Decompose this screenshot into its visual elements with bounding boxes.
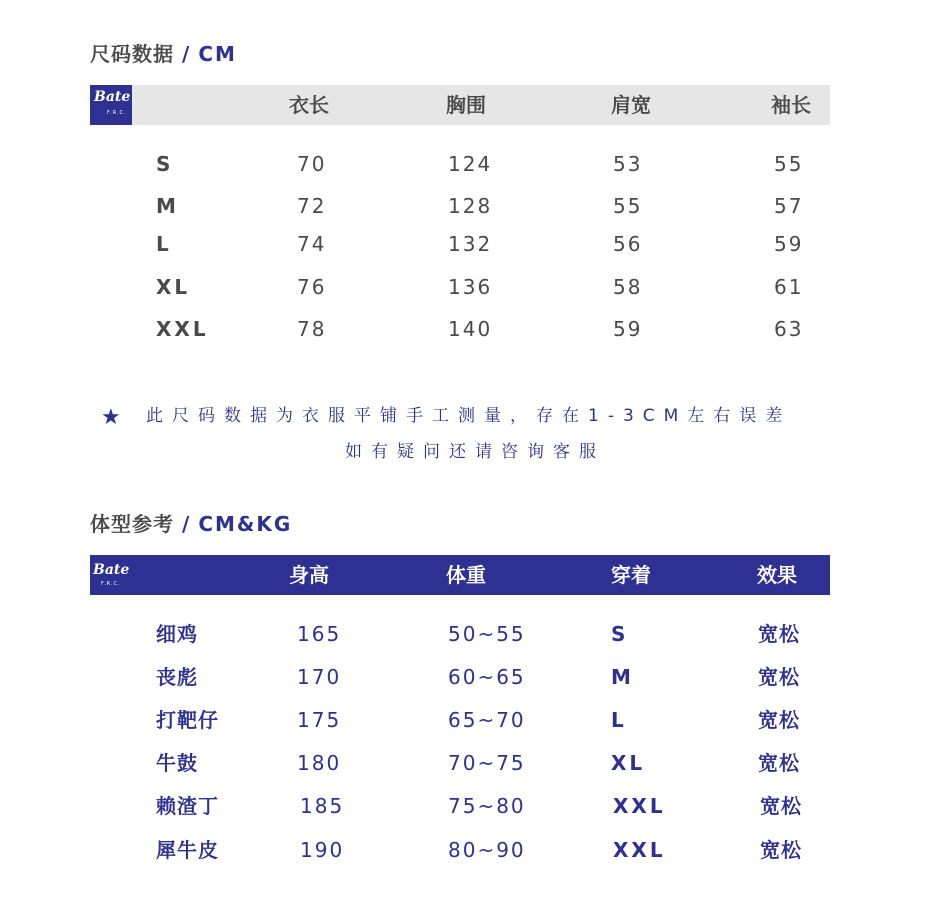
chest-value: 128 bbox=[448, 194, 493, 218]
shoulder-value: 59 bbox=[613, 317, 643, 341]
wear-size-value: L bbox=[611, 708, 627, 732]
body-type-label: 丧彪 bbox=[156, 665, 198, 689]
header-effect: 效果 bbox=[757, 563, 797, 587]
length-value: 70 bbox=[297, 152, 327, 176]
effect-value: 宽松 bbox=[758, 708, 800, 732]
shoulder-value: 56 bbox=[613, 232, 643, 256]
body-section-title bbox=[90, 508, 292, 537]
logo-sub-text: F.R.C. bbox=[107, 110, 127, 116]
body-type-label: 打靶仔 bbox=[156, 708, 219, 732]
body-title-text: 体型参考 bbox=[90, 512, 174, 536]
height-value: 190 bbox=[300, 838, 345, 862]
chest-value: 132 bbox=[448, 232, 493, 256]
wear-size-value: M bbox=[611, 665, 634, 689]
body-type-label: 赖渣丁 bbox=[156, 794, 219, 818]
body-type-label: 细鸡 bbox=[156, 622, 198, 646]
header-sleeve: 袖长 bbox=[771, 93, 811, 117]
weight-value: 70~75 bbox=[448, 751, 526, 775]
size-title-text: 尺码数据 bbox=[90, 42, 174, 66]
shoulder-value: 58 bbox=[613, 275, 643, 299]
body-type-label: 牛鼓 bbox=[156, 751, 198, 775]
effect-value: 宽松 bbox=[758, 622, 800, 646]
header-weight: 体重 bbox=[446, 563, 486, 587]
effect-value: 宽松 bbox=[758, 665, 800, 689]
length-value: 78 bbox=[297, 317, 327, 341]
sleeve-value: 55 bbox=[774, 152, 804, 176]
sleeve-value: 59 bbox=[774, 232, 804, 256]
height-value: 175 bbox=[297, 708, 342, 732]
wear-size-value: XXL bbox=[613, 794, 666, 818]
length-value: 72 bbox=[297, 194, 327, 218]
logo-brand-text: Bate bbox=[94, 89, 131, 105]
wear-size-value: S bbox=[611, 622, 629, 646]
height-value: 180 bbox=[297, 751, 342, 775]
chest-value: 124 bbox=[448, 152, 493, 176]
height-value: 185 bbox=[300, 794, 345, 818]
title-slash: / bbox=[182, 512, 191, 536]
sleeve-value: 63 bbox=[774, 317, 804, 341]
weight-value: 75~80 bbox=[448, 794, 526, 818]
note-line-1: 此尺码数据为衣服平铺手工测量，存在1-3CM左右误差 bbox=[146, 406, 792, 426]
effect-value: 宽松 bbox=[760, 794, 802, 818]
brand-logo bbox=[90, 85, 132, 125]
chest-value: 136 bbox=[448, 275, 493, 299]
weight-value: 60~65 bbox=[448, 665, 526, 689]
length-value: 74 bbox=[297, 232, 327, 256]
title-slash: / bbox=[182, 42, 191, 66]
size-label: XXL bbox=[156, 317, 209, 341]
brand-logo bbox=[90, 555, 132, 595]
header-length: 衣长 bbox=[289, 93, 329, 117]
logo-sub-text: F.R.C. bbox=[101, 581, 121, 587]
effect-value: 宽松 bbox=[758, 751, 800, 775]
size-label: M bbox=[156, 194, 179, 218]
weight-value: 65~70 bbox=[448, 708, 526, 732]
star-icon: ★ bbox=[101, 405, 121, 430]
chest-value: 140 bbox=[448, 317, 493, 341]
height-value: 170 bbox=[297, 665, 342, 689]
weight-value: 50~55 bbox=[448, 622, 526, 646]
shoulder-value: 53 bbox=[613, 152, 643, 176]
size-label: S bbox=[156, 152, 174, 176]
wear-size-value: XL bbox=[611, 751, 646, 775]
height-value: 165 bbox=[297, 622, 342, 646]
shoulder-value: 55 bbox=[613, 194, 643, 218]
wear-size-value: XXL bbox=[613, 838, 666, 862]
size-section-title bbox=[90, 38, 237, 67]
note-line-2: 如有疑问还请咨询客服 bbox=[345, 442, 605, 462]
header-chest: 胸围 bbox=[446, 93, 486, 117]
weight-value: 80~90 bbox=[448, 838, 526, 862]
size-table-header bbox=[90, 85, 830, 125]
header-shoulder: 肩宽 bbox=[611, 93, 651, 117]
size-label: XL bbox=[156, 275, 191, 299]
size-title-unit: CM bbox=[198, 42, 237, 66]
sleeve-value: 61 bbox=[774, 275, 804, 299]
body-title-unit: CM&KG bbox=[198, 512, 293, 536]
size-label: L bbox=[156, 232, 172, 256]
length-value: 76 bbox=[297, 275, 327, 299]
header-wear-size: 穿着 bbox=[611, 563, 651, 587]
body-table-header bbox=[90, 555, 830, 595]
body-type-label: 犀牛皮 bbox=[156, 838, 219, 862]
sleeve-value: 57 bbox=[774, 194, 804, 218]
logo-brand-text: Bate bbox=[93, 562, 130, 578]
effect-value: 宽松 bbox=[760, 838, 802, 862]
header-height: 身高 bbox=[289, 563, 329, 587]
